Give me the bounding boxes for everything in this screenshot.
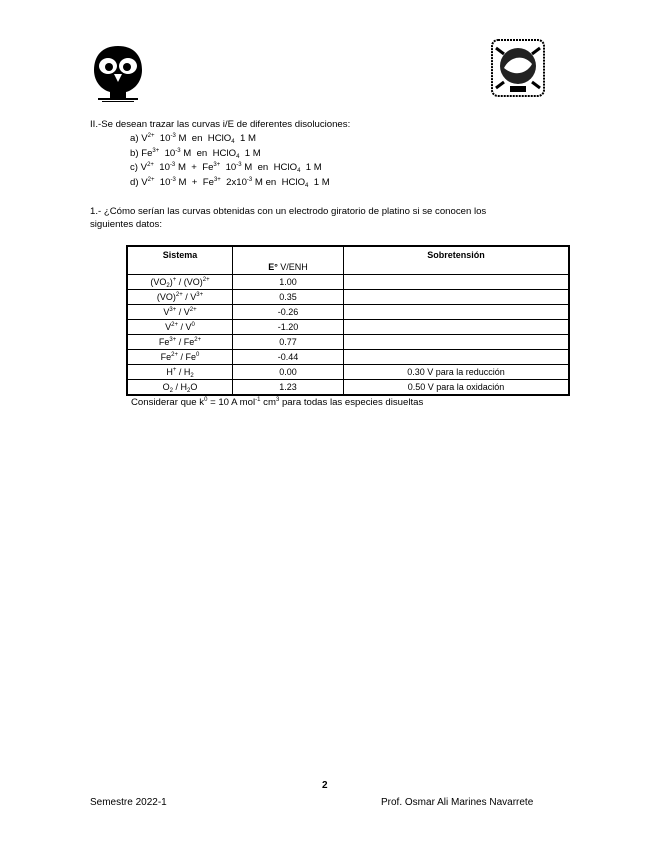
cell-sobretension [344, 290, 570, 305]
cell-sobretension [344, 275, 570, 290]
solution-sup: 3+ [213, 177, 221, 184]
solution-text: 10 [220, 162, 237, 174]
header-e-unit: V/ENH [280, 262, 308, 272]
cell-potential: -0.26 [233, 305, 344, 320]
table-row [127, 350, 569, 365]
solution-text: 1 M [234, 133, 256, 144]
cell-potential: 0.00 [233, 365, 344, 380]
solution-sup: 3+ [213, 162, 221, 169]
solution-text: V [140, 162, 148, 174]
solution-label: b) [130, 147, 142, 159]
cell-sistema: $V^{2+} / V^0$ [127, 320, 233, 335]
footer-professor: Prof. Osmar Ali Marines Navarrete [381, 797, 534, 808]
question-line-1: 1.- ¿Cómo serían las curvas obtenidas con un electrodo giratorio de platino si se conocen los [90, 206, 487, 217]
solution-sup: -3 [169, 162, 176, 169]
solution-text: M + Fe [175, 177, 214, 189]
solution-text: 2x10 [220, 177, 247, 189]
solution-text: M en HClO [241, 162, 298, 174]
cell-potential: 0.35 [233, 290, 344, 305]
solution-text: Fe [141, 147, 153, 159]
solution-text: V [141, 177, 148, 189]
solution-sup: 3+ [152, 147, 160, 154]
solution-sup: -3 [170, 133, 176, 139]
question-line-2: siguientes datos: [90, 219, 162, 230]
solution-sub: 4 [231, 139, 235, 145]
header-e-prefix: E° [268, 262, 281, 272]
data-table [126, 245, 570, 396]
note-text [131, 397, 423, 409]
note-mid2: cm [260, 397, 276, 408]
solution-text: 10 [159, 147, 176, 159]
solution-label: d) [130, 177, 142, 189]
table-row [127, 290, 569, 305]
cell-sistema: $O_2 / H_2O$ [127, 380, 233, 396]
solution-text: 1 M [300, 162, 322, 174]
solution-sup: -3 [175, 147, 181, 154]
header-sobretension: Sobretensión [344, 246, 570, 275]
solution-label: c) [130, 162, 141, 174]
header-sistema: Sistema [127, 246, 233, 275]
cell-sistema: $(VO)^{2+} / V^{3+}$ [127, 290, 233, 305]
solution-sup: 2+ [147, 162, 154, 169]
solution-text: 10 [153, 162, 170, 174]
cell-sistema: $V^{3+} / V^{2+}$ [127, 305, 233, 320]
faculty-logo [92, 44, 144, 102]
cell-sistema: $Fe^{2+} / Fe^0$ [127, 350, 233, 365]
solution-item [130, 148, 261, 160]
cell-potential: 0.77 [233, 335, 344, 350]
solution-text: 1 M [239, 147, 261, 159]
cell-potential: 1.00 [233, 275, 344, 290]
university-seal [490, 38, 546, 98]
note-post: para todas las especies disueltas [279, 397, 424, 408]
solution-sup: 2+ [147, 133, 155, 139]
note-sup1: 0 [204, 397, 208, 403]
solution-item [130, 133, 256, 145]
note-sup2: -1 [255, 397, 261, 403]
solution-label: a) [130, 133, 142, 144]
solution-text: 10 [154, 133, 171, 144]
note-pre: Considerar que k [131, 397, 205, 408]
cell-sobretension [344, 305, 570, 320]
solution-sup: 2+ [147, 177, 155, 184]
solution-text: 10 [154, 177, 171, 189]
solution-item [130, 162, 322, 174]
solution-sub: 4 [297, 168, 301, 175]
table-row [127, 380, 569, 396]
cell-sobretension: 0.30 V para la reducción [344, 365, 570, 380]
cell-sistema: $H^+ / H_2$ [127, 365, 233, 380]
table-body [127, 275, 569, 396]
page-number: 2 [322, 780, 328, 791]
solution-text: M + Fe [175, 162, 214, 174]
cell-potential: -0.44 [233, 350, 344, 365]
cell-sobretension [344, 350, 570, 365]
solution-item [130, 177, 330, 189]
cell-potential: 1.23 [233, 380, 344, 396]
solution-text: M en HClO [252, 177, 306, 189]
solution-text: 1 M [308, 177, 330, 189]
intro-text: II.-Se desean trazar las curvas i/E de diferentes disoluciones: [90, 119, 351, 130]
table-row [127, 365, 569, 380]
note-mid: = 10 A mol [207, 397, 256, 408]
table-row [127, 275, 569, 290]
solution-sup: -3 [236, 162, 242, 169]
solution-sup: -3 [246, 177, 253, 184]
solution-sub: 4 [236, 153, 240, 160]
solution-sub: 4 [305, 183, 309, 190]
cell-sobretension: 0.50 V para la oxidación [344, 380, 570, 396]
table-row [127, 320, 569, 335]
header-potential [233, 246, 344, 275]
footer-semester: Semestre 2022-1 [90, 797, 167, 808]
note-sup3: 3 [275, 397, 280, 403]
cell-sistema: $Fe^{3+} / Fe^{2+}$ [127, 335, 233, 350]
cell-sobretension [344, 335, 570, 350]
solution-text: V [141, 133, 148, 144]
table-row [127, 335, 569, 350]
cell-potential: -1.20 [233, 320, 344, 335]
cell-sobretension [344, 320, 570, 335]
table-row [127, 305, 569, 320]
solution-sup: -3 [170, 177, 176, 184]
solution-text: M en HClO [175, 133, 232, 144]
cell-sistema: $(VO_2)^+ / (VO)^{2+}$ [127, 275, 233, 290]
solution-text: M en HClO [180, 147, 237, 159]
